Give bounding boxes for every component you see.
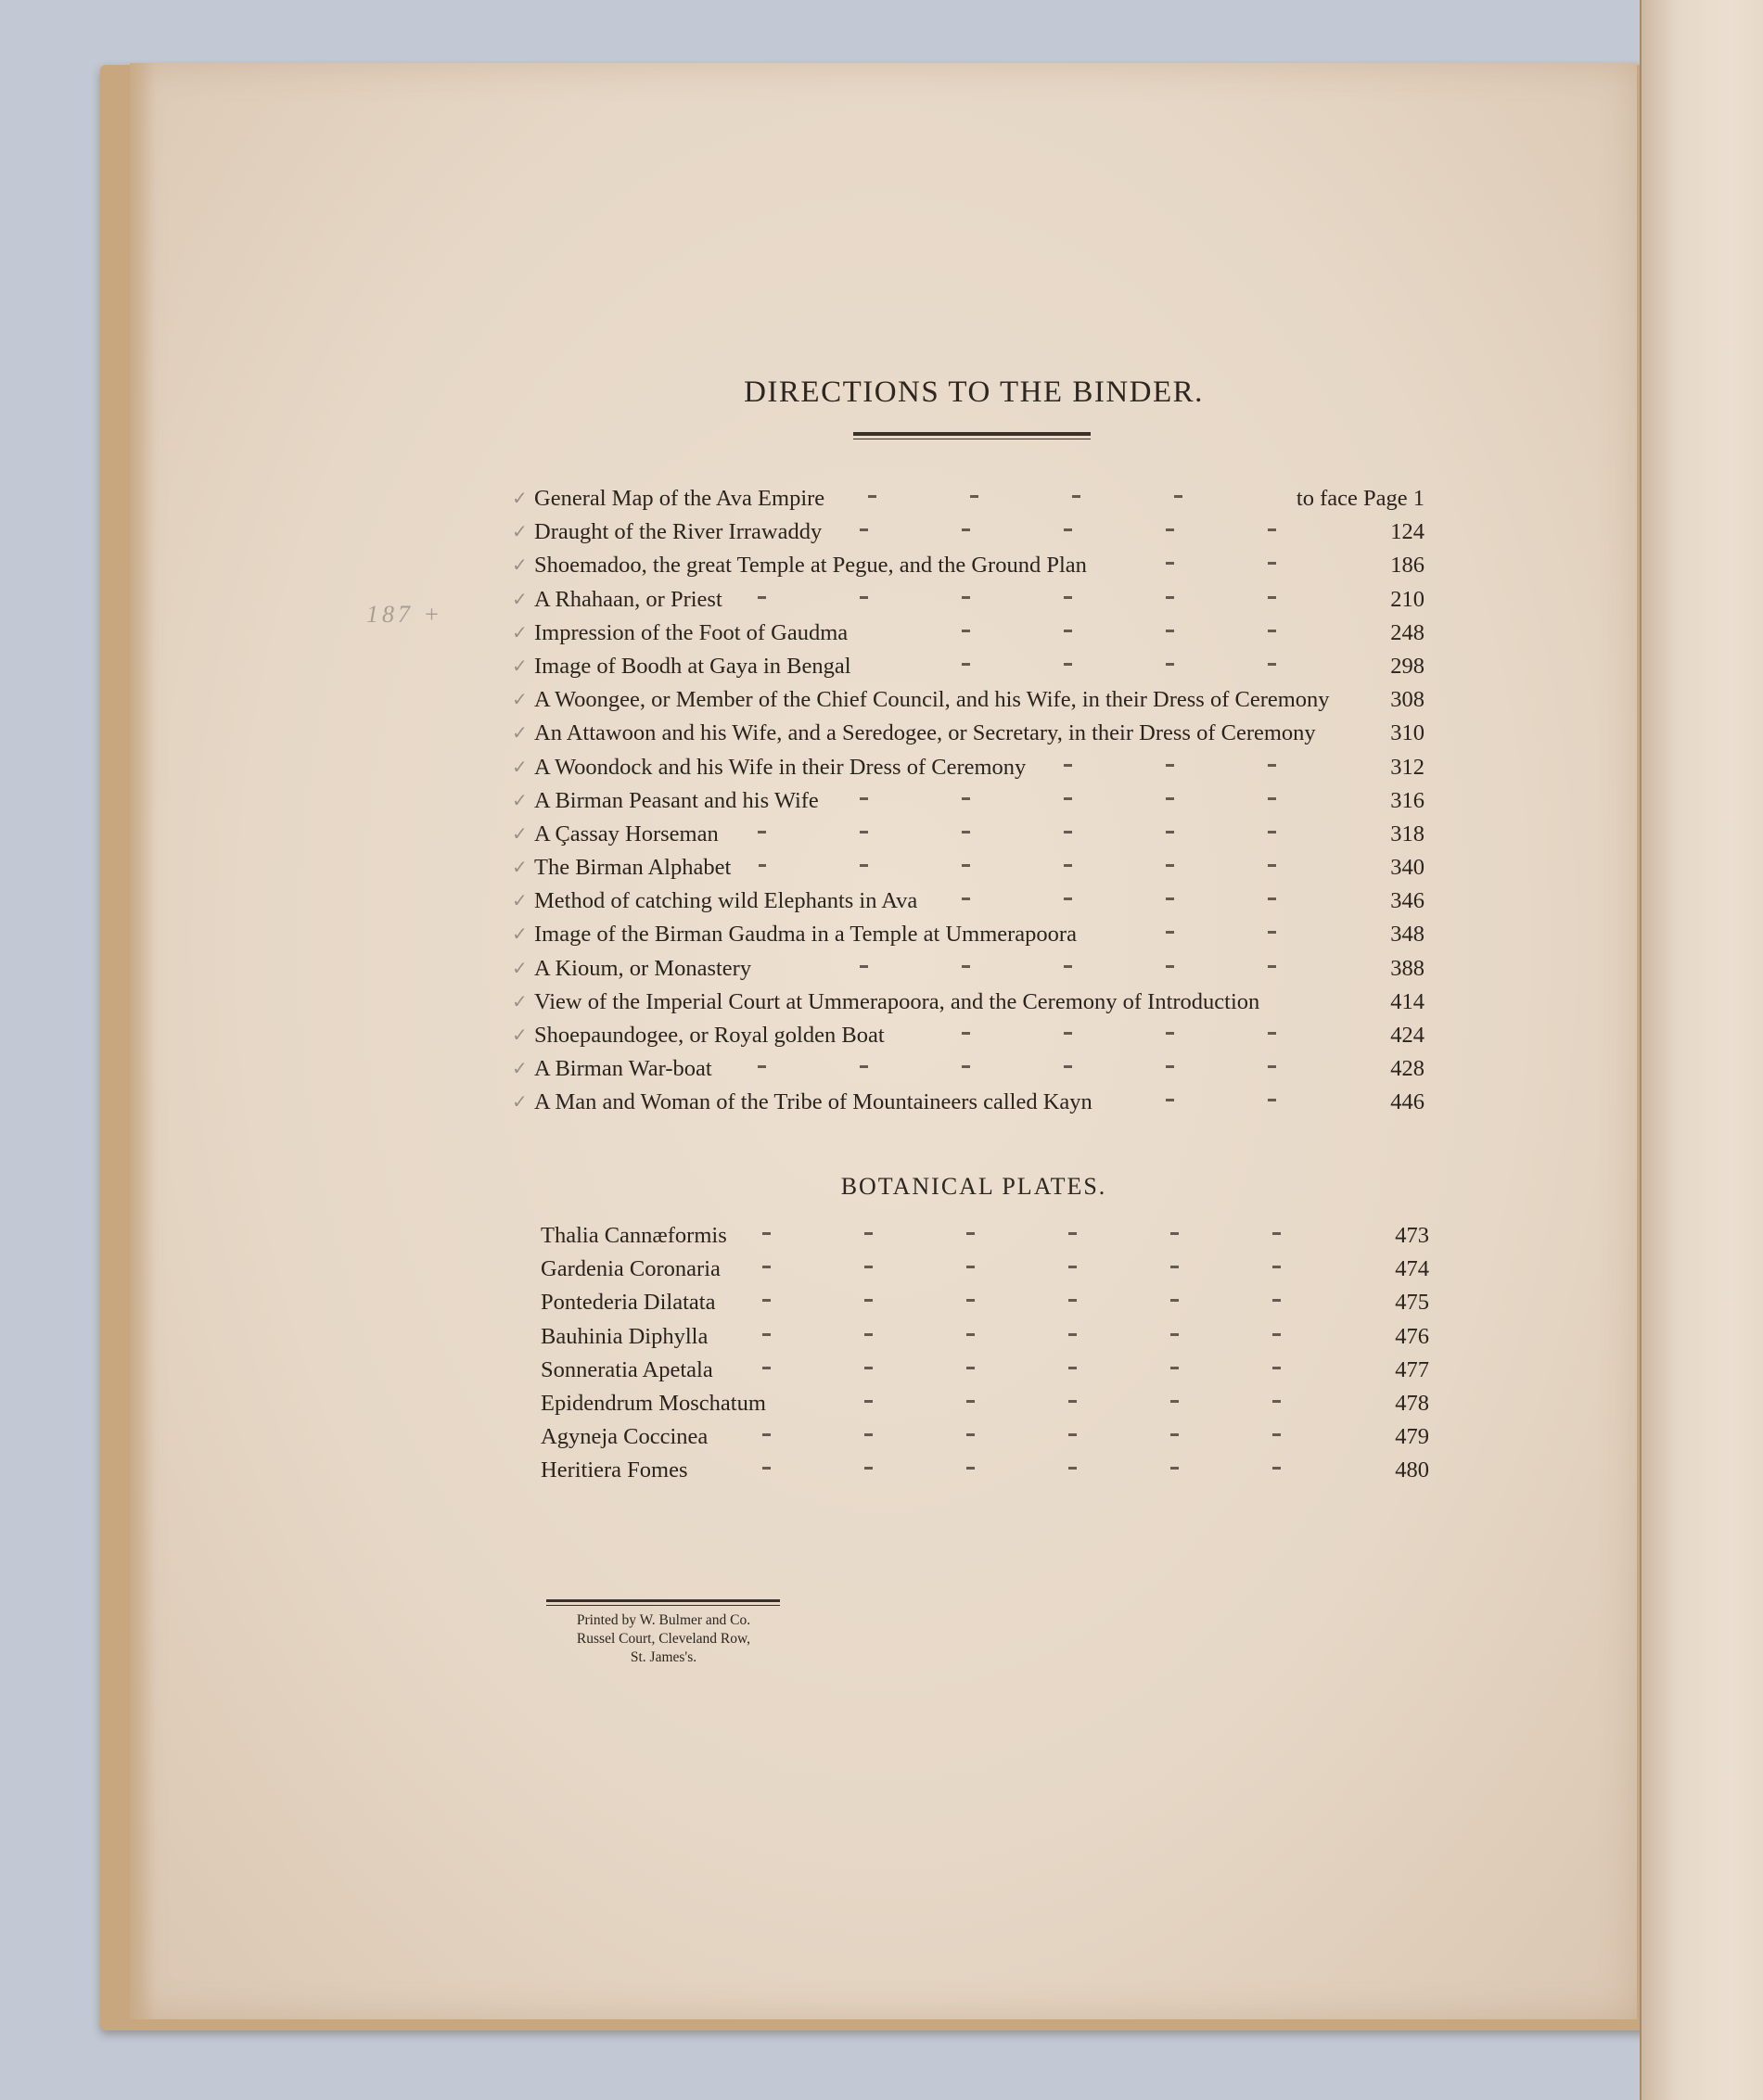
dot-leaders bbox=[755, 1232, 1374, 1235]
plate-entry bbox=[512, 952, 1424, 986]
plate-title: Shoepaundogee, or Royal golden Boat bbox=[534, 1023, 885, 1048]
pencil-check-mark: ✓ bbox=[512, 655, 528, 677]
title-rule-thick bbox=[853, 432, 1091, 436]
plate-entry bbox=[541, 1420, 1429, 1454]
plate-page-number: 477 bbox=[1395, 1356, 1429, 1382]
pencil-check-mark: ✓ bbox=[512, 823, 528, 845]
dot-leaders bbox=[741, 1367, 1374, 1369]
pencil-check-mark: ✓ bbox=[512, 522, 528, 543]
plate-title: A Woongee, or Member of the Chief Council, and his Wife, in their Dress of Ceremony bbox=[534, 687, 1330, 713]
pencil-check-mark: ✓ bbox=[512, 958, 528, 979]
plate-entry bbox=[512, 1086, 1424, 1119]
dot-leaders bbox=[879, 663, 1370, 666]
dot-leaders bbox=[747, 831, 1370, 834]
plate-title: Draught of the River Irrawaddy bbox=[534, 519, 823, 545]
plate-page-number: 424 bbox=[1390, 1023, 1424, 1048]
printer-imprint bbox=[541, 1611, 786, 1667]
plate-title: General Map of the Ava Empire bbox=[534, 486, 825, 511]
dot-leaders bbox=[945, 897, 1370, 900]
plate-title: Image of the Birman Gaudma in a Temple at Ummerapoora bbox=[534, 922, 1077, 948]
printer-line: Printed by W. Bulmer and Co. bbox=[576, 1612, 751, 1628]
dot-leaders bbox=[743, 1299, 1374, 1302]
plate-page-number: 340 bbox=[1390, 855, 1424, 881]
plate-title: A Man and Woman of the Tribe of Mountaineers called Kayn bbox=[534, 1089, 1092, 1115]
pencil-check-mark: ✓ bbox=[512, 924, 528, 946]
dot-leaders bbox=[716, 1467, 1374, 1470]
pencil-check-mark: ✓ bbox=[512, 757, 528, 778]
plate-title: View of the Imperial Court at Ummerapoora, and the Ceremony of Introduction bbox=[534, 988, 1260, 1014]
pencil-check-mark: ✓ bbox=[512, 891, 528, 912]
plate-title: Image of Boodh at Gaya in Bengal bbox=[534, 653, 851, 679]
plate-entry bbox=[541, 1219, 1429, 1253]
dot-leaders bbox=[759, 864, 1370, 867]
plate-page-number: 124 bbox=[1390, 519, 1424, 545]
plate-title: Impression of the Foot of Gaudma bbox=[534, 619, 849, 645]
plate-title: Heritiera Fomes bbox=[541, 1457, 688, 1483]
dot-leaders bbox=[779, 965, 1370, 968]
plate-page-number: 475 bbox=[1395, 1290, 1429, 1316]
plate-entry bbox=[512, 515, 1424, 549]
plate-page-number: 346 bbox=[1390, 888, 1424, 914]
plate-page-number: 446 bbox=[1390, 1089, 1424, 1115]
printer-rule-thin bbox=[546, 1605, 780, 1606]
pencil-check-mark: ✓ bbox=[512, 1092, 528, 1114]
plate-page-number: 186 bbox=[1390, 553, 1424, 579]
dot-leaders bbox=[1120, 1099, 1370, 1101]
plate-title: The Birman Alphabet bbox=[534, 855, 732, 881]
plate-title: A Çassay Horseman bbox=[534, 821, 719, 846]
pencil-check-mark: ✓ bbox=[512, 622, 528, 643]
pencil-check-mark: ✓ bbox=[512, 723, 528, 745]
dot-leaders bbox=[1287, 999, 1370, 1001]
plate-page-number: 414 bbox=[1390, 988, 1424, 1014]
plate-title: Agyneja Coccinea bbox=[541, 1424, 709, 1450]
dot-leaders bbox=[1105, 931, 1370, 934]
plate-entry bbox=[512, 549, 1424, 582]
plates-list bbox=[512, 482, 1424, 1120]
page-title: DIRECTIONS TO THE BINDER. bbox=[744, 375, 1204, 409]
plate-entry bbox=[512, 583, 1424, 617]
plate-page-number: 478 bbox=[1395, 1390, 1429, 1416]
dot-leaders bbox=[735, 1433, 1374, 1436]
plate-title: A Kioum, or Monastery bbox=[534, 955, 752, 981]
pencil-check-mark: ✓ bbox=[512, 991, 528, 1012]
plate-entry bbox=[512, 683, 1424, 717]
dot-leaders bbox=[852, 495, 1276, 498]
plate-title: A Woondock and his Wife in their Dress of Ceremony bbox=[534, 754, 1027, 780]
plate-page-number: 318 bbox=[1390, 821, 1424, 846]
plate-page-number: 310 bbox=[1390, 720, 1424, 746]
printer-rule-thick bbox=[546, 1599, 780, 1602]
plate-entry bbox=[512, 1052, 1424, 1086]
plate-entry bbox=[512, 650, 1424, 683]
plate-entry bbox=[512, 918, 1424, 951]
dot-leaders bbox=[750, 596, 1370, 599]
plate-entry bbox=[512, 717, 1424, 750]
botanical-heading: BOTANICAL PLATES. bbox=[840, 1173, 1107, 1200]
plate-page-number: 248 bbox=[1390, 619, 1424, 645]
plate-page-number: 473 bbox=[1395, 1223, 1429, 1248]
plate-entry bbox=[512, 1019, 1424, 1052]
plate-entry bbox=[512, 784, 1424, 818]
plate-title: Thalia Cannæformis bbox=[541, 1223, 727, 1248]
plate-page-number: 476 bbox=[1395, 1323, 1429, 1349]
pencil-check-mark: ✓ bbox=[512, 489, 528, 509]
plate-entry bbox=[541, 1286, 1429, 1319]
plate-page-number: 316 bbox=[1390, 787, 1424, 813]
pencil-check-mark: ✓ bbox=[512, 690, 528, 711]
plate-page-number: 312 bbox=[1390, 754, 1424, 780]
plate-title: Epidendrum Moschatum bbox=[541, 1390, 766, 1416]
plate-entry bbox=[512, 986, 1424, 1019]
dot-leaders bbox=[1054, 764, 1370, 767]
dot-leaders bbox=[748, 1266, 1374, 1268]
pencil-annotation: 187 + bbox=[366, 601, 444, 628]
plate-entry bbox=[541, 1354, 1429, 1387]
plate-title: A Rhahaan, or Priest bbox=[534, 586, 722, 612]
plate-page-number: 348 bbox=[1390, 922, 1424, 948]
printer-line: Russel Court, Cleveland Row, bbox=[576, 1631, 751, 1647]
pencil-check-mark: ✓ bbox=[512, 790, 528, 811]
plate-page-number: 308 bbox=[1390, 687, 1424, 713]
plate-title: Shoemadoo, the great Temple at Pegue, and the Ground Plan bbox=[534, 553, 1087, 579]
plate-entry bbox=[512, 482, 1424, 515]
plate-page-number: 298 bbox=[1390, 653, 1424, 679]
botanical-plates-list bbox=[541, 1219, 1429, 1488]
pencil-check-mark: ✓ bbox=[512, 858, 528, 879]
plate-title: A Birman War-boat bbox=[534, 1056, 712, 1082]
plate-title: Method of catching wild Elephants in Ava bbox=[534, 888, 918, 914]
plate-entry bbox=[541, 1454, 1429, 1487]
dot-leaders bbox=[794, 1400, 1374, 1403]
dot-leaders bbox=[875, 630, 1370, 632]
plate-title: Bauhinia Diphylla bbox=[541, 1323, 709, 1349]
facing-page bbox=[1640, 0, 1763, 2100]
plate-page-number: 428 bbox=[1390, 1056, 1424, 1082]
printer-line: St. James's. bbox=[630, 1649, 697, 1665]
dot-leaders bbox=[740, 1065, 1370, 1068]
plate-entry bbox=[512, 751, 1424, 784]
plate-title: Sonneratia Apetala bbox=[541, 1356, 713, 1382]
plate-page-number: 210 bbox=[1390, 586, 1424, 612]
pencil-check-mark: ✓ bbox=[512, 589, 528, 610]
plate-title: An Attawoon and his Wife, and a Seredogee, or Secretary, in their Dress of Ceremony bbox=[534, 720, 1316, 746]
pencil-check-mark: ✓ bbox=[512, 1025, 528, 1046]
plate-page-number: to face Page 1 bbox=[1296, 486, 1424, 511]
plate-title: Gardenia Coronaria bbox=[541, 1256, 721, 1282]
plate-entry bbox=[512, 818, 1424, 851]
plate-entry bbox=[512, 885, 1424, 918]
dot-leaders bbox=[1115, 562, 1370, 565]
plate-entry bbox=[541, 1387, 1429, 1420]
dot-leaders bbox=[913, 1032, 1370, 1035]
pencil-check-mark: ✓ bbox=[512, 1059, 528, 1080]
dot-leaders bbox=[850, 528, 1370, 531]
plate-entry bbox=[512, 617, 1424, 650]
plate-entry bbox=[541, 1320, 1429, 1354]
plate-entry bbox=[512, 851, 1424, 885]
dot-leaders bbox=[735, 1333, 1374, 1336]
plate-title: A Birman Peasant and his Wife bbox=[534, 787, 819, 813]
pencil-check-mark: ✓ bbox=[512, 555, 528, 577]
plate-page-number: 480 bbox=[1395, 1457, 1429, 1483]
dot-leaders bbox=[847, 797, 1370, 800]
page-fold bbox=[130, 63, 156, 2019]
plate-page-number: 479 bbox=[1395, 1424, 1429, 1450]
plate-page-number: 474 bbox=[1395, 1256, 1429, 1282]
plate-page-number: 388 bbox=[1390, 955, 1424, 981]
plate-title: Pontederia Dilatata bbox=[541, 1290, 716, 1316]
plate-entry bbox=[541, 1253, 1429, 1286]
